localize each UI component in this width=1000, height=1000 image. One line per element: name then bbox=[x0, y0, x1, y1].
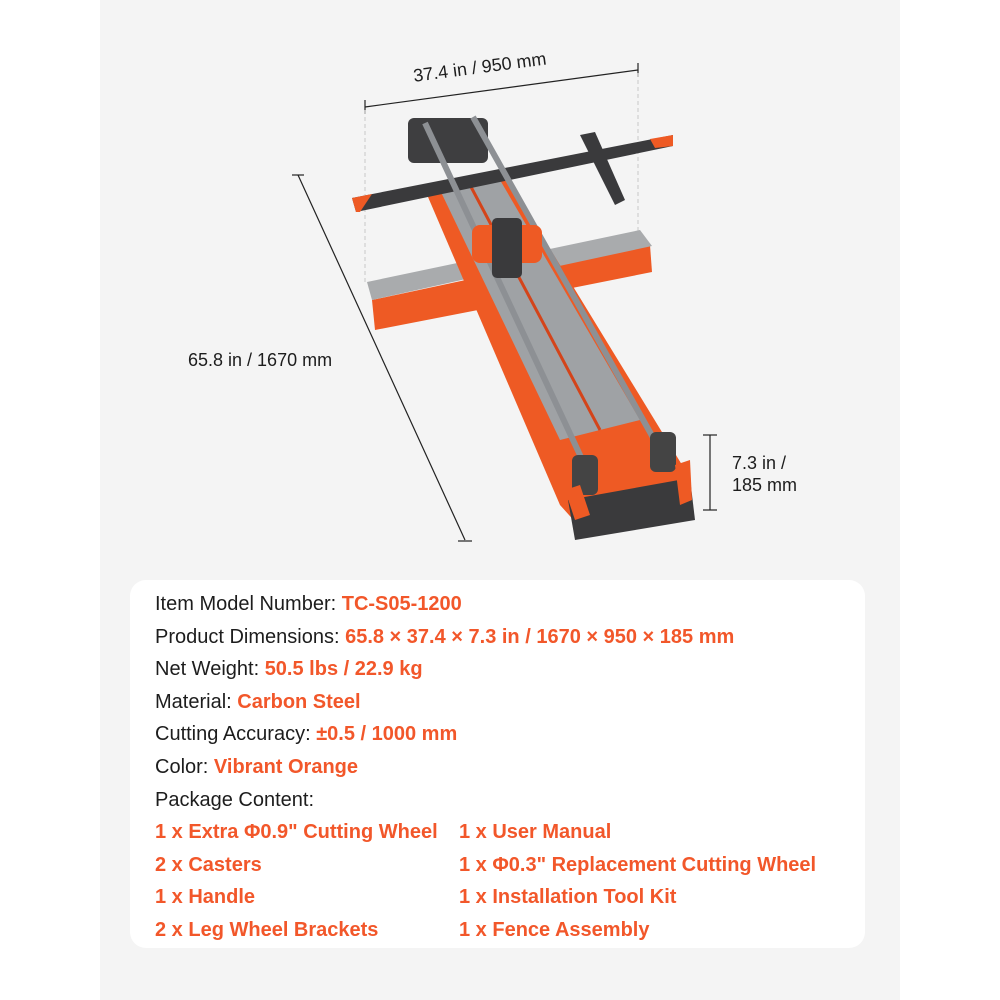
package-item: 1 x Handle bbox=[155, 886, 256, 909]
package-content-label: Package Content: bbox=[155, 788, 314, 811]
package-item: 2 x Casters bbox=[155, 853, 262, 876]
spec-label: Material: bbox=[155, 690, 238, 713]
height-line-2: 185 mm bbox=[732, 475, 798, 495]
spec-value: ±0.5 / 1000 mm bbox=[316, 723, 458, 746]
package-item: 1 x Extra Φ0.9" Cutting Wheel bbox=[155, 821, 438, 843]
package-list bbox=[155, 816, 816, 946]
width-dimension-label: 37.4 in / 950 mm bbox=[412, 48, 548, 86]
spec-dimensions bbox=[155, 621, 734, 654]
package-item: 1 x User Manual bbox=[459, 821, 612, 843]
spec-label: Cutting Accuracy: bbox=[155, 723, 317, 746]
width-dimension-line bbox=[365, 70, 638, 107]
spec-label: Product Dimensions: bbox=[155, 625, 346, 648]
spec-label: Color: bbox=[155, 755, 214, 778]
spec-value: 65.8 × 37.4 × 7.3 in / 1670 × 950 × 185 mm bbox=[345, 625, 735, 648]
spec-color bbox=[155, 751, 734, 784]
height-dimension-label bbox=[732, 452, 797, 496]
spec-value: Vibrant Orange bbox=[213, 755, 359, 778]
spec-card bbox=[130, 580, 865, 948]
spec-label: Net Weight: bbox=[155, 658, 265, 681]
spec-value: TC-S05-1200 bbox=[341, 593, 462, 615]
carriage-head bbox=[492, 218, 522, 278]
spec-value: 50.5 lbs / 22.9 kg bbox=[264, 658, 423, 681]
spec-list bbox=[155, 588, 734, 816]
spec-material bbox=[155, 686, 734, 719]
package-item: 1 x Installation Tool Kit bbox=[459, 886, 677, 909]
package-item: 1 x Φ0.3" Replacement Cutting Wheel bbox=[459, 853, 817, 876]
spec-weight bbox=[155, 653, 734, 686]
spec-label: Item Model Number: bbox=[155, 593, 342, 615]
length-dimension-label: 65.8 in / 1670 mm bbox=[188, 350, 333, 370]
package-item: 1 x Fence Assembly bbox=[459, 918, 650, 941]
spec-value: Carbon Steel bbox=[237, 690, 361, 713]
spec-model bbox=[155, 588, 734, 621]
rail-clamp-right bbox=[650, 432, 676, 472]
package-item: 2 x Leg Wheel Brackets bbox=[155, 918, 379, 941]
fence-handle bbox=[580, 132, 625, 205]
spec-accuracy bbox=[155, 718, 734, 751]
height-line-1: 7.3 in / bbox=[732, 453, 787, 473]
